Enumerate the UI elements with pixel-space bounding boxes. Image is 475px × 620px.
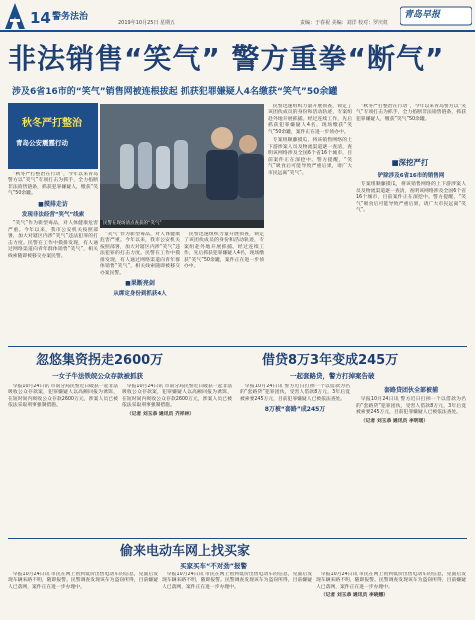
campaign-box xyxy=(8,103,98,169)
section-body-3c: “秋冬严打整治在行动”，今年以来青岛警方以“笑气”专项打击为抓手，全力掐断非法销售链条，抓获犯罪嫌疑人，缴获“笑气”50余罐。 xyxy=(356,104,466,122)
story3-byline: （记者 刘玉恭 通讯员 李明瑶） xyxy=(360,418,429,424)
main-headline: 非法销售“笑气” 警方重拳“断气” xyxy=(8,42,445,75)
issue-date: 2019年10月25日 星期五 xyxy=(118,20,176,26)
section-name: 警务法治 xyxy=(52,12,89,22)
campaign-subtitle: 青岛公安震霆行动 xyxy=(16,139,68,147)
story3-body-2 xyxy=(356,384,466,534)
story2-headline: 忽悠集资拐走2600万 xyxy=(36,353,164,368)
section-body-3: 专案组顺藤摸瓜，将该销售网络的上下游涉案人员及物流渠道逐一查清，查明该网络涉及全国6个省16个城市，目前案件正在深挖中。警方提醒，“笑气”吸食后可能导致严重后果，请广大市民远离“笑气”。 xyxy=(356,182,466,214)
story4-byline: （记者 刘玉恭 通讯员 李晓娜） xyxy=(320,593,389,599)
section-divider xyxy=(8,346,467,347)
intro-paragraph: “秋冬严打整治在行动”，今年以来青岛警方以“笑气”专项打击为抓手，全力掐断非法销售链条，抓获犯罪嫌疑人，缴获“笑气”50余罐。 xyxy=(8,172,98,197)
section-subheading-3: 铲除涉及6省16市的销售网 xyxy=(377,173,445,179)
story4-body xyxy=(8,572,158,616)
section-subheading-1: 发现非法经营“笑气”线索 xyxy=(21,211,85,218)
story3-body xyxy=(240,384,350,534)
section-body-1b: “笑气”作为新型毒品，对人体健康危害严重。今年以来，我市公安机关按照部署，加大对辖区内涉“笑气”违法犯罪的打击力度。民警在工作中摸排发现，有人通过网络渠道向青年群体销售“笑气”，相关线索随即被移交办案民警。 xyxy=(100,232,180,276)
story2-paragraph-2: 早报10月24日讯 市南分局民警近日破获一起非法吸收公众存款案，犯罪嫌疑人以高额回报为诱饵，在短时间内吸收公众存款2600万元，涉案人员已被依法采取刑事强制措施。 xyxy=(122,384,232,409)
news-photo xyxy=(100,104,264,228)
story2-body xyxy=(8,384,118,534)
story3-paragraph: 早报10月24日讯 警方近日打掉一个以借款为名的“套路贷”犯罪团伙，受害人借款8万元，3年后竟被索要245万元，目前犯罪嫌疑人已被依法查处。 xyxy=(240,384,350,402)
story2-byline: （记者 刘玉恭 通讯员 齐祥林） xyxy=(126,411,195,417)
article-column-left xyxy=(8,172,98,342)
section-logo-icon xyxy=(4,2,26,30)
story3-subsection-sub: 8万被“套路”成245万 xyxy=(264,406,326,414)
main-subheadline: 涉及6省16市的“笑气”销售网被连根拔起 抓获犯罪嫌疑人4名缴获“笑气”50余罐 xyxy=(12,87,338,97)
section-heading-1: ■摸排走访 xyxy=(38,200,68,208)
article-column-mid2 xyxy=(184,232,264,342)
story4-paragraph-3: 早报10月24日讯 市民在网上看到低价出售电动车的信息，见面后发现车辆来路不明，随即报警。民警调查发现该车为盗窃所得，目前嫌疑人已落网，案件正在进一步办理中。 xyxy=(316,572,466,590)
story4-paragraph: 早报10月24日讯 市民在网上看到低价出售电动车的信息，见面后发现车辆来路不明，随即报警。民警调查发现该车为盗窃所得，目前嫌疑人已落网，案件正在进一步办理中。 xyxy=(8,572,158,590)
story4-body-2 xyxy=(162,572,312,616)
section-body-1: “笑气”作为新型毒品，对人体健康危害严重。今年以来，我市公安机关按照部署，加大对辖区内涉“笑气”违法犯罪的打击力度。民警在工作中摸排发现，有人通过网络渠道向青年群体销售“笑气”，相关线索随即被移交办案民警。 xyxy=(8,221,98,259)
story3-headline: 借贷8万3年变成245万 xyxy=(262,353,399,368)
story4-headline: 偷来电动车网上找买家 xyxy=(120,544,251,559)
article-column-right3 xyxy=(356,170,466,342)
story2-subheadline: 一女子牛法铁皖公众存款被抓获 xyxy=(52,372,143,380)
section-body-2b: 民警迅速组织力量开展侦查，锁定了该团伙成员的身份和活动轨迹，专案组赴外地开展抓捕。经过连续工作，先后抓获犯罪嫌疑人4名，现场缴获“笑气”50余罐，案件正在进一步侦办中。 xyxy=(268,104,352,135)
article-column-right2 xyxy=(356,104,466,156)
story4-subheadline: 买家买车“不对劲”报警 xyxy=(180,562,248,570)
section-heading-3: ■深挖严打 xyxy=(391,158,429,167)
page-header xyxy=(0,0,475,32)
section-heading-2: ■果断亮剑 xyxy=(125,280,155,288)
section-subheading-2: 从绑定身份到抓获4人 xyxy=(113,291,167,298)
page-number: 14 xyxy=(30,9,51,27)
article-column-right1 xyxy=(268,104,352,342)
section-divider-2 xyxy=(8,538,467,539)
story3-paragraph-2: 早报10月24日讯 警方近日打掉一个以借款为名的“套路贷”犯罪团伙，受害人借款8万元，3年后竟被索要245万元，目前犯罪嫌疑人已被依法查处。 xyxy=(356,397,466,416)
brand-name: 青岛早报 xyxy=(404,10,441,20)
article-column-mid1 xyxy=(100,232,180,342)
story4-paragraph-2: 早报10月24日讯 市民在网上看到低价出售电动车的信息，见面后发现车辆来路不明，随即报警。民警调查发现该车为盗窃所得，目前嫌疑人已落网，案件正在进一步办理中。 xyxy=(162,572,312,590)
story3-subsection-title: 套路贷团伙全部被捕 xyxy=(383,387,438,394)
story2-body-2 xyxy=(122,384,232,534)
section-body-3a: 专案组顺藤摸瓜，将该销售网络的上下游涉案人员及物流渠道逐一查清，查明该网络涉及全国6个省16个城市，目前案件正在深挖中。警方提醒，“笑气”吸食后可能导致严重后果，请广大市民远离“笑气”。 xyxy=(268,138,352,176)
story4-body-3 xyxy=(316,572,466,616)
story3-subheadline: 一起套路贷，警方打掉案告破 xyxy=(290,372,375,380)
story2-paragraph: 早报10月24日讯 市南分局民警近日破获一起非法吸收公众存款案，犯罪嫌疑人以高额回报为诱饵，在短时间内吸收公众存款2600万元，涉案人员已被依法采取刑事强制措施。 xyxy=(8,384,118,409)
photo-caption: 民警在现场清点查获的“笑气” xyxy=(100,220,264,228)
campaign-title: 秋冬严打整治 xyxy=(22,118,82,129)
section-body-2: 民警迅速组织力量开展侦查，锁定了该团伙成员的身份和活动轨迹，专案组赴外地开展抓捕。经过连续工作，先后抓获犯罪嫌疑人4名，现场缴获“笑气”50余罐，案件正在进一步侦办中。 xyxy=(184,232,264,270)
photo-scene-icon xyxy=(100,104,264,228)
editor-credits: 责编：于春祝 美编：刘洋 校对：罗庆虹 xyxy=(300,20,389,26)
